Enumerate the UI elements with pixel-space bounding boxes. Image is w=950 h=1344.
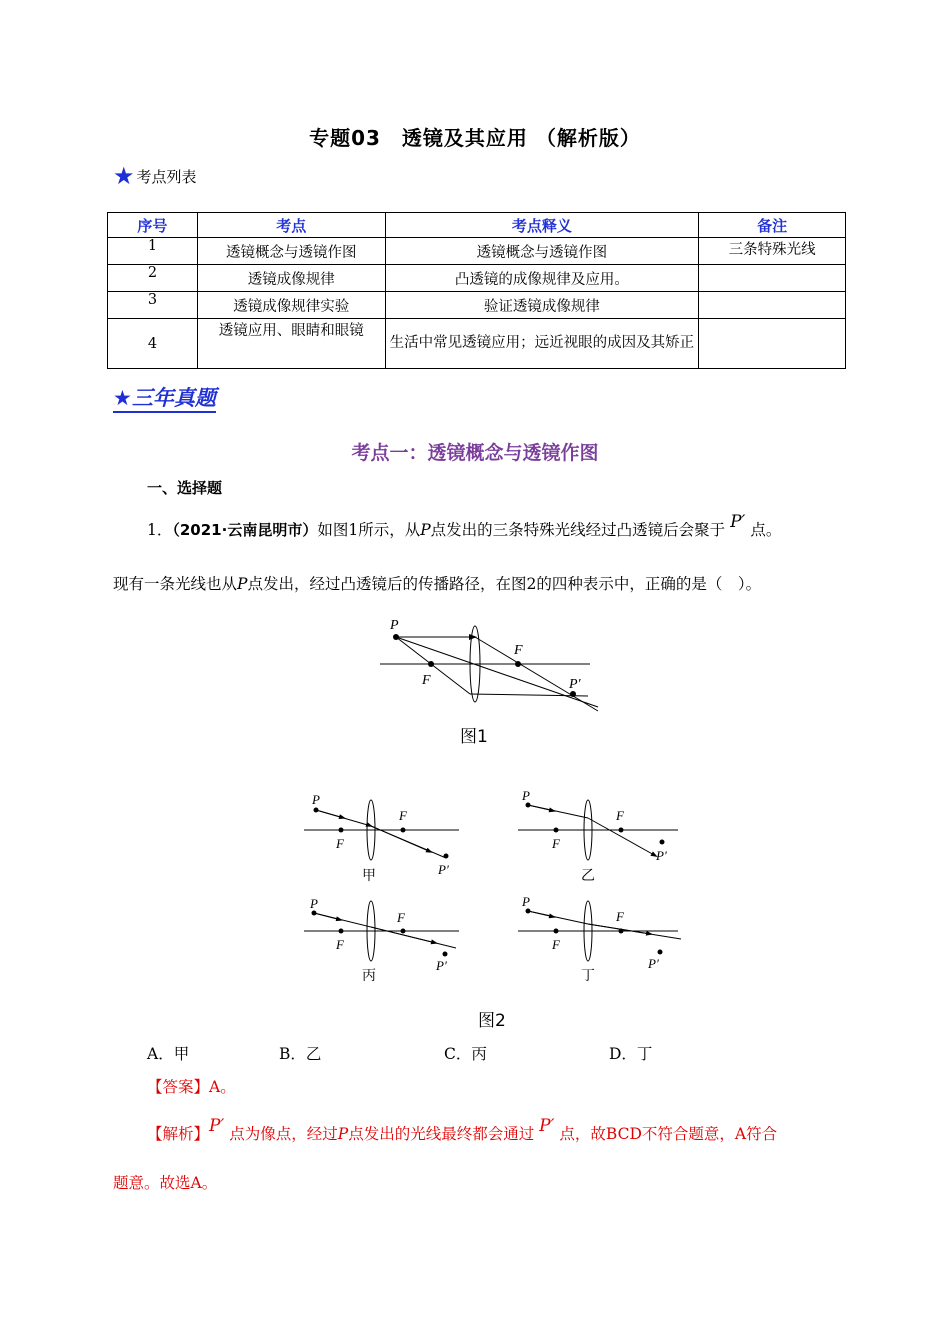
svg-text:P: P [310,896,318,911]
svg-text:P: P [522,788,530,803]
table-cell: 透镜成像规律实验 [197,292,385,319]
svg-text:F: F [336,937,344,952]
figure-1 [370,612,610,752]
analysis-text: 点为像点，经过 [229,1125,338,1143]
question-line-1 [147,512,782,542]
label-p-prime: P′ [569,677,581,692]
svg-text:F: F [336,836,344,851]
svg-text:P′: P′ [438,862,449,877]
svg-text:P′: P′ [648,956,659,971]
page-title: 专题03 透镜及其应用 （解析版） [309,126,641,150]
list-heading-text: 考点列表 [136,167,197,186]
section-heading-text: 三年真题 [131,386,216,410]
question-text: 点。 [750,521,782,539]
table-cell: 凸透镜的成像规律及应用。 [385,265,699,292]
panel-yi [518,788,678,863]
panel-label: 乙 [581,869,595,884]
point-p [393,634,399,640]
focus-point [515,661,521,667]
ray [396,637,598,707]
table-cell: 1 [108,238,198,265]
question-line-2 [113,572,761,596]
table-row [108,319,846,369]
question-text: 如图1所示，从 [317,521,421,539]
label-p: P [390,618,399,633]
table-cell: 4 [108,319,198,369]
table-cell: 透镜概念与透镜作图 [197,238,385,265]
question-text: 点发出的三条特殊光线经过凸透镜后会聚于 [430,521,726,539]
table-cell-text: 生活中常见透镜应用；远近视眼的成因及其矫正 [389,335,695,351]
panel-label: 丁 [581,969,595,984]
table-cell [699,265,846,292]
table-cell: 3 [108,292,198,319]
panel-ding [518,894,681,971]
question-text: 现有一条光线也从 [113,575,238,593]
table-cell: 三条特殊光线 [699,238,846,265]
figure-2 [296,788,696,988]
svg-text:P: P [312,792,320,807]
table-header: 考点释义 [385,213,699,238]
table-cell: 2 [108,265,198,292]
label-f: F [422,673,431,688]
table-cell [699,319,846,369]
symbol-p: P [237,575,248,593]
table-row [108,292,846,319]
question-source: （2021·云南昆明市） [172,521,318,539]
symbol-p: P [337,1125,349,1143]
analysis-text: 点发出的光线最终都会通过 [348,1125,535,1143]
table-header: 备注 [699,213,846,238]
question-number: 1． [147,521,173,539]
option-a: A．甲 [147,1045,190,1063]
sub-heading: 一、选择题 [147,479,223,497]
table-row [108,265,846,292]
section-heading [113,385,216,413]
figure-2-caption: 图2 [478,1011,506,1031]
svg-text:F: F [552,937,560,952]
figure-1-caption: 图1 [460,727,488,747]
option-c: C．丙 [444,1045,487,1063]
svg-text:F: F [397,910,405,925]
svg-text:F: F [552,836,560,851]
symbol-p-prime: P′ [539,1116,555,1136]
kaodian-heading: 考点一：透镜概念与透镜作图 [351,442,599,464]
analysis-line-2: 题意。故选A。 [113,1174,218,1192]
star-icon: ★ [113,162,135,190]
table-header: 序号 [108,213,198,238]
table-header: 考点 [197,213,385,238]
svg-text:P′: P′ [656,848,667,863]
focus-point [428,661,434,667]
table-cell [699,292,846,319]
symbol-p-prime: P′ [730,512,746,532]
star-icon: ★ [113,386,132,410]
svg-text:P′: P′ [436,958,447,973]
answer: 【答案】A。 [147,1078,236,1096]
svg-text:F: F [616,808,624,823]
label-f: F [514,643,523,658]
panel-bing [304,896,459,973]
table-row [108,238,846,265]
option-b: B．乙 [279,1045,322,1063]
question-text: 点发出，经过凸透镜后的传播路径，在图2的四种表示中，正确的是（ ）。 [247,575,762,593]
table-header-row [108,213,846,238]
analysis-line-1 [147,1116,778,1146]
table-cell: 透镜概念与透镜作图 [385,238,699,265]
svg-text:F: F [399,808,407,823]
svg-text:P: P [522,894,530,909]
panel-jia [304,792,459,877]
panel-label: 甲 [362,869,376,884]
analysis-label: 【解析】 [147,1125,210,1143]
analysis-text: 点，故BCD不符合题意，A符合 [559,1125,778,1143]
option-d: D．丁 [609,1045,653,1063]
list-heading [113,162,197,190]
symbol-p-prime: P′ [209,1116,225,1136]
topic-table [107,212,846,369]
symbol-p: P [420,521,431,539]
svg-text:F: F [616,909,624,924]
table-cell: 验证透镜成像规律 [385,292,699,319]
table-cell: 透镜成像规律 [197,265,385,292]
table-cell [385,319,699,369]
ray [475,637,598,711]
table-cell: 透镜应用、眼睛和眼镜 [197,319,385,369]
panel-label: 丙 [362,969,376,984]
